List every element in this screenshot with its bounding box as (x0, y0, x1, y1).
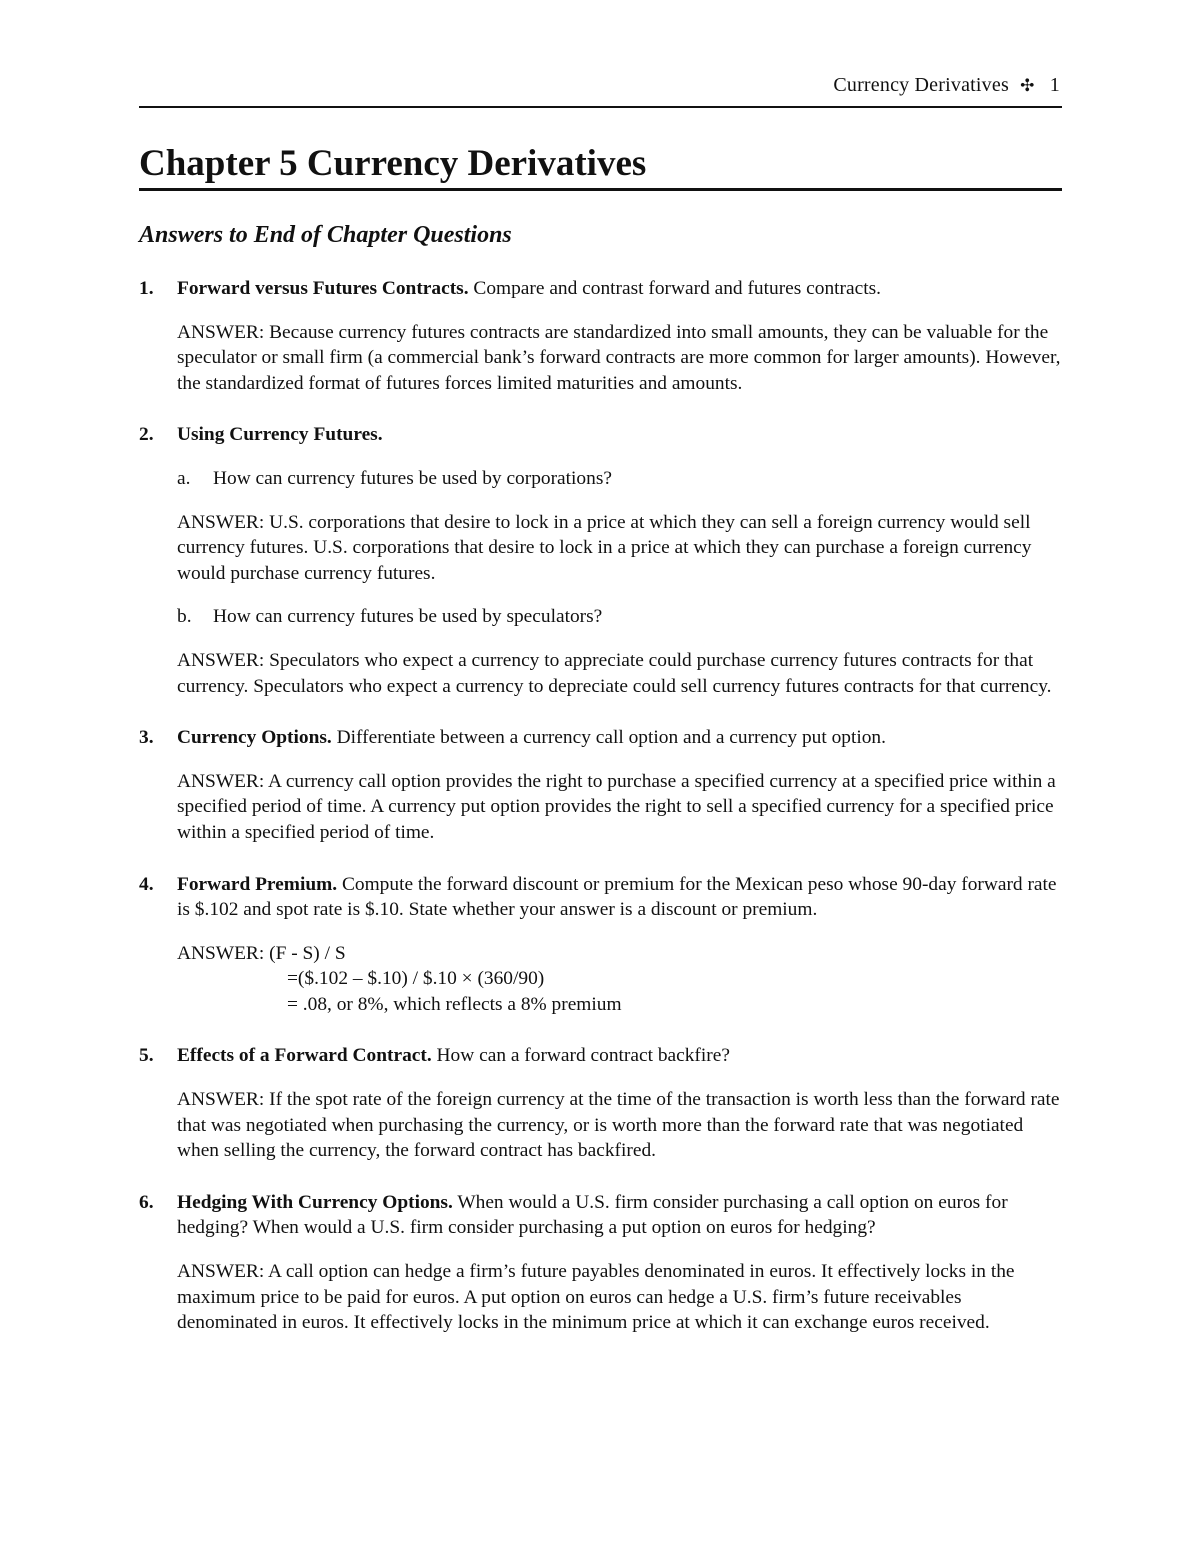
answer: ANSWER: Because currency futures contracts are standardized into small amounts, they can be valuable for the speculator or small firm (a commercial bank’s forward contracts are more common for larger amounts). However, the standardized format of futures forces limited maturities and amounts. (177, 321, 1061, 394)
question-3 (139, 725, 1064, 845)
question-title: Forward versus Futures Contracts. (177, 278, 469, 299)
question-prompt: Differentiate between a currency call option and a currency put option. (331, 727, 886, 749)
page-number: 1 (1049, 74, 1060, 96)
question-number: 3. (139, 727, 154, 749)
calculation-line: =($.102 – $.10) / $.10 × (360/90) (287, 968, 545, 990)
question-number: 4. (139, 873, 154, 895)
question-title: Forward Premium. (177, 873, 338, 895)
sub-letter: a. (177, 467, 191, 489)
question-5 (139, 1043, 1064, 1163)
question-number: 6. (139, 1191, 154, 1213)
question-text (177, 725, 1064, 751)
sub-question-text: How can currency futures be used by speculators? (213, 606, 603, 628)
question-prompt: How can a forward contract backfire? (431, 1045, 730, 1067)
answer: ANSWER: Speculators who expect a currency to appreciate could purchase currency futures contracts for that currency. Speculators who expect a currency to depreciate could sell currency futures contracts for that currency. (177, 649, 1052, 697)
question-number: 2. (139, 424, 154, 446)
question-prompt: When would a U.S. firm consider purchasing a call option on euros for hedging? When would a U.S. firm consider purchasing a put option on euros for hedging? (177, 1191, 1008, 1239)
question-text (177, 872, 1064, 923)
answer: ANSWER: A call option can hedge a firm’s future payables denominated in euros. It effectively locks in the maximum price to be paid for euros. A put option on euros can hedge a U.S. firm’s future receivables denominated in euros. It effectively locks in the minimum price at which it can exchange euros received. (177, 1261, 1015, 1334)
question-text (177, 276, 1064, 302)
answer: ANSWER: (F - S) / S (177, 942, 346, 964)
question-title: Effects of a Forward Contract. (177, 1045, 432, 1067)
question-1 (139, 276, 1064, 396)
ornament-icon: ✣ (1020, 76, 1035, 95)
running-title: Currency Derivatives (833, 74, 1009, 96)
chapter-title: Chapter 5 Currency Derivatives (139, 140, 1062, 191)
question-title: Hedging With Currency Options. (177, 1191, 453, 1213)
section-title: Answers to End of Chapter Questions (139, 222, 512, 248)
question-text (177, 1043, 1064, 1069)
question-number: 5. (139, 1045, 154, 1067)
calculation-line: = .08, or 8%, which reflects a 8% premium (287, 993, 622, 1015)
running-header (833, 74, 1060, 97)
answer: ANSWER: U.S. corporations that desire to lock in a price at which they can sell a foreign currency would sell currency futures. U.S. corporations that desire to lock in a price at which they can purchase a foreign currency would purchase currency futures. (177, 511, 1032, 584)
sub-question-b (177, 604, 1064, 630)
question-2 (139, 422, 1064, 699)
question-4 (139, 872, 1064, 1018)
question-number: 1. (139, 278, 154, 299)
answer: ANSWER: A currency call option provides the right to purchase a specified currency at a specified price within a specified period of time. A currency put option provides the right to sell a specified currency for a specified price within a specified period of time. (177, 770, 1056, 843)
sub-question-text: How can currency futures be used by corporations? (213, 467, 612, 489)
question-title: Currency Options. (177, 727, 332, 749)
question-6 (139, 1190, 1064, 1336)
question-title: Using Currency Futures. (177, 424, 383, 446)
sub-letter: b. (177, 606, 192, 628)
question-text (177, 422, 1064, 448)
question-prompt: Compute the forward discount or premium for the Mexican peso whose 90-day forward rate is $.102 and spot rate is $.10. State whether your answer is a discount or premium. (177, 873, 1057, 921)
answer: ANSWER: If the spot rate of the foreign currency at the time of the transaction is worth less than the forward rate that was negotiated when purchasing the currency, or is worth more than the forward rate that was negotiated when selling the currency, the forward contract has backfired. (177, 1089, 1060, 1162)
question-list (139, 276, 1064, 1362)
sub-question-a (177, 466, 1064, 492)
header-rule (139, 106, 1062, 108)
question-text (177, 1190, 1064, 1241)
question-prompt: Compare and contrast forward and futures contracts. (468, 278, 881, 299)
